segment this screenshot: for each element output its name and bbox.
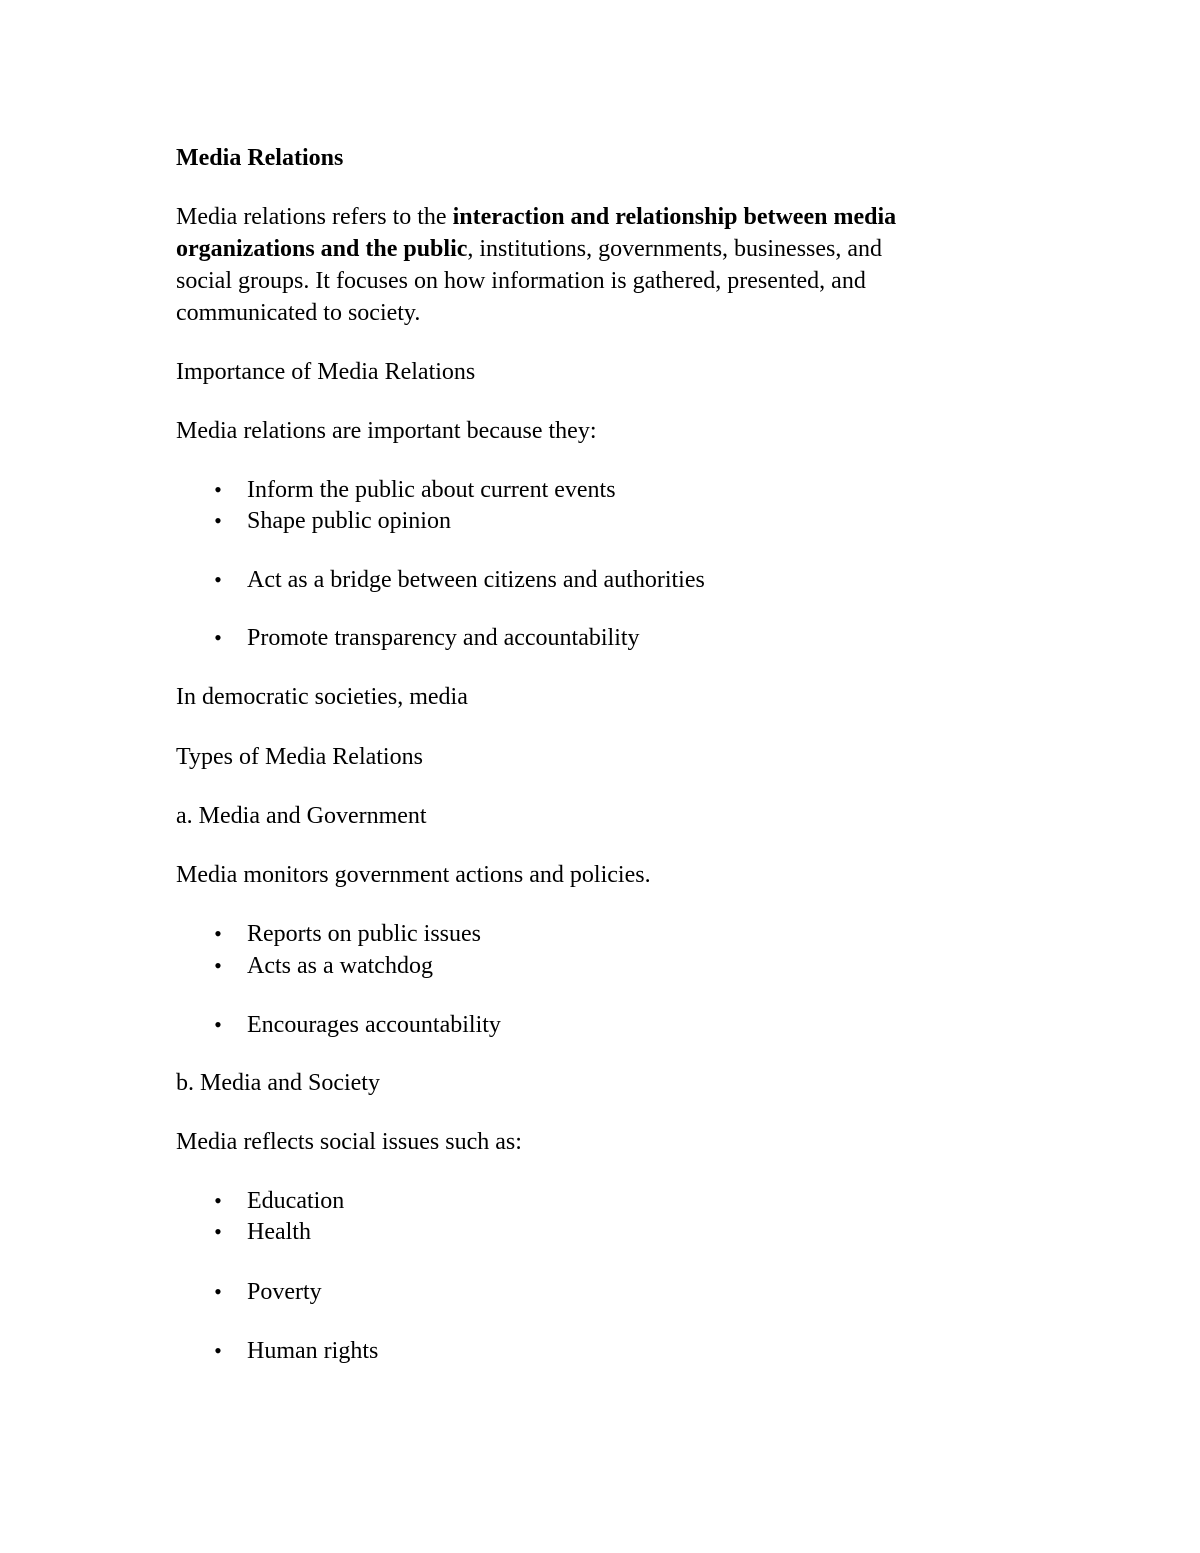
- bullet-icon: •: [214, 1188, 222, 1213]
- intro-line-2-plain: , institutions, governments, businesses, and: [467, 236, 883, 262]
- bullet-icon: •: [214, 1219, 222, 1244]
- bullet-icon: •: [214, 921, 222, 946]
- list-item-text: Poverty: [247, 1279, 322, 1305]
- society-heading: b. Media and Society: [176, 1070, 380, 1096]
- gov-heading: a. Media and Government: [176, 803, 427, 829]
- bullet-icon: •: [214, 477, 222, 502]
- bullet-icon: •: [214, 1012, 222, 1037]
- democratic-text: In democratic societies, media: [176, 684, 468, 710]
- bullet-icon: •: [214, 567, 222, 592]
- list-item-text: Reports on public issues: [247, 921, 481, 947]
- list-item-text: Promote transparency and accountability: [247, 625, 640, 651]
- list-item-text: Acts as a watchdog: [247, 953, 433, 979]
- importance-lead: Media relations are important because they:: [176, 418, 597, 444]
- list-item-text: Human rights: [247, 1338, 379, 1364]
- list-item-text: Shape public opinion: [247, 508, 451, 534]
- types-heading: Types of Media Relations: [176, 744, 423, 770]
- list-item-text: Encourages accountability: [247, 1012, 501, 1038]
- list-item-text: Health: [247, 1219, 311, 1245]
- intro-line-2-bold: organizations and the public: [176, 236, 468, 262]
- society-lead: Media reflects social issues such as:: [176, 1129, 522, 1155]
- intro-line-1-plain: Media relations refers to the: [176, 204, 453, 230]
- intro-line-1-bold: interaction and relationship between media: [452, 204, 897, 230]
- bullet-icon: •: [214, 953, 222, 978]
- bullet-icon: •: [214, 1338, 222, 1363]
- gov-lead: Media monitors government actions and policies.: [176, 862, 651, 888]
- document-title: Media Relations: [176, 145, 344, 171]
- list-item-text: Inform the public about current events: [247, 477, 616, 503]
- list-item-text: Education: [247, 1188, 345, 1214]
- bullet-icon: •: [214, 625, 222, 650]
- importance-heading: Importance of Media Relations: [176, 359, 476, 385]
- intro-line-1: [176, 201, 896, 233]
- list-item-text: Act as a bridge between citizens and authorities: [247, 567, 705, 593]
- bullet-icon: •: [214, 1279, 222, 1304]
- intro-line-4: communicated to society.: [176, 300, 421, 326]
- intro-line-3: social groups. It focuses on how information is gathered, presented, and: [176, 268, 866, 294]
- intro-line-2: [176, 233, 882, 265]
- bullet-icon: •: [214, 508, 222, 533]
